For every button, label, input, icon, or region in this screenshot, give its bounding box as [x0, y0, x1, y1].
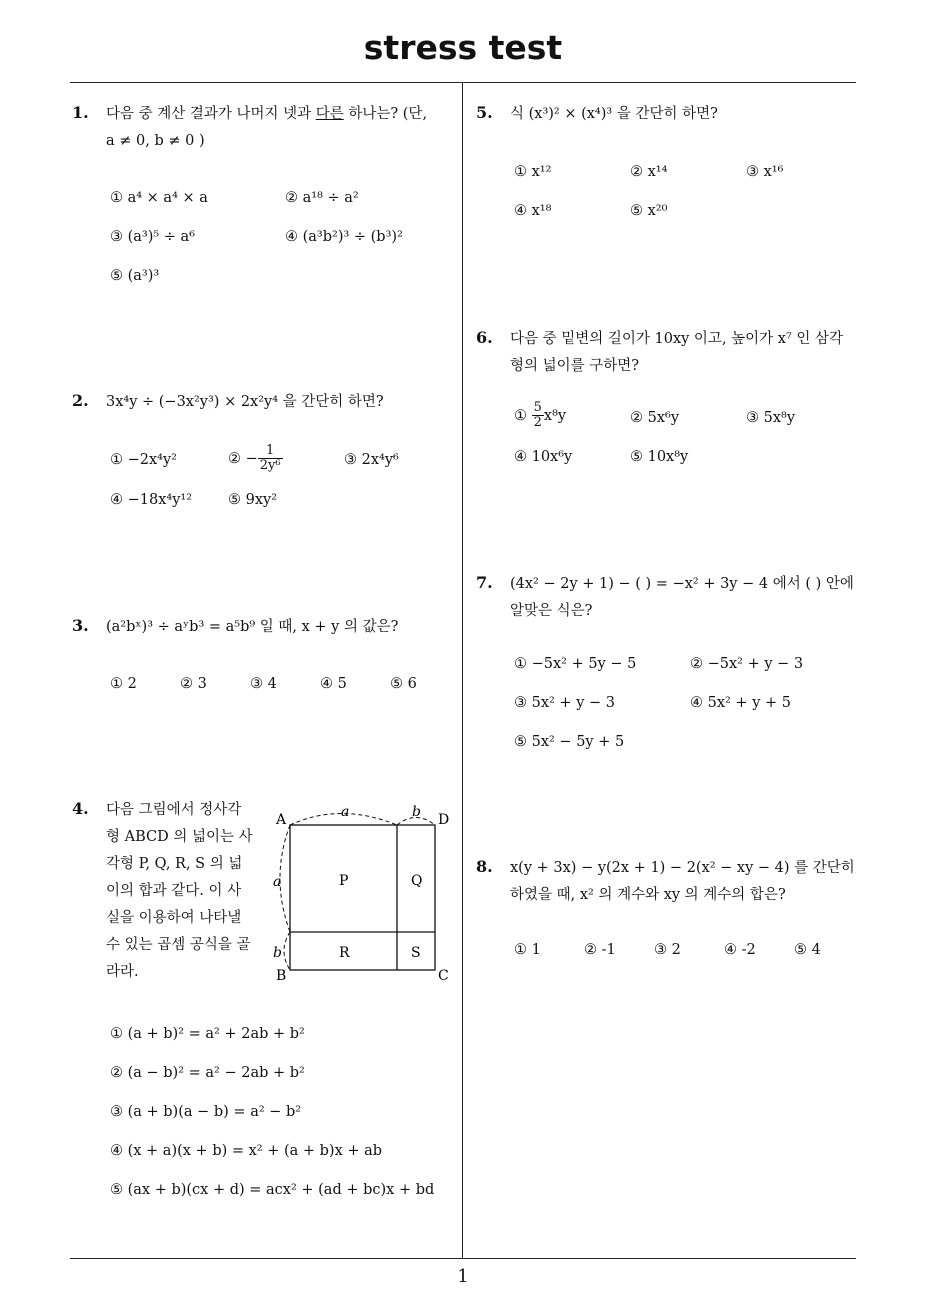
- option-4[interactable]: ④ (a³b²)³ ÷ (b³)²: [285, 229, 403, 245]
- page-title: stress test: [363, 28, 563, 67]
- option-5[interactable]: ⑤ (ax + b)(cx + d) = acx² + (ad + bc)x + bd: [110, 1182, 435, 1198]
- option-4[interactable]: ④ x¹⁸: [514, 203, 552, 219]
- option-5[interactable]: ⑤ 5x² − 5y + 5: [514, 734, 625, 750]
- question-text: 다음 중 밑변의 길이가 10xy 이고, 높이가 x⁷ 인 삼각: [510, 331, 844, 347]
- option-1[interactable]: ① −2x⁴y²: [110, 452, 177, 468]
- option-3[interactable]: ③ 4: [250, 676, 277, 692]
- option-4[interactable]: ④ -2: [724, 942, 756, 958]
- question-number: 1.: [72, 103, 89, 122]
- option-2[interactable]: ② 3: [180, 676, 207, 692]
- question-number: 3.: [72, 616, 89, 635]
- question-number: 6.: [476, 328, 493, 347]
- fraction: $\frac{1}{\text{2y⁶}}$: [259, 443, 281, 474]
- option-3[interactable]: ③ 2: [654, 942, 681, 958]
- question-text-line2: 형의 넓이를 구하면?: [510, 358, 640, 374]
- option-1[interactable]: ① $\frac{5}{2}$ x⁸y: [514, 400, 567, 431]
- option-4[interactable]: ④ (x + a)(x + b) = x² + (a + b)x + ab: [110, 1143, 383, 1159]
- option-2[interactable]: ② x¹⁴: [630, 164, 668, 180]
- brace-a-left: [280, 825, 290, 932]
- option-5[interactable]: ⑤ (a³)³: [110, 268, 160, 284]
- option-1[interactable]: ① −5x² + 5y − 5: [514, 656, 637, 672]
- label-b-left: b: [273, 945, 282, 961]
- question-number: 4.: [72, 799, 89, 818]
- option-5[interactable]: ⑤ 10x⁸y: [630, 449, 689, 465]
- option-5[interactable]: ⑤ 9xy²: [228, 492, 278, 508]
- option-3[interactable]: ③ 5x² + y − 3: [514, 695, 615, 711]
- option-4[interactable]: ④ 5: [320, 676, 347, 692]
- label-a-vertex: A: [276, 812, 287, 828]
- option-4[interactable]: ④ −18x⁴y¹²: [110, 492, 193, 508]
- label-s: S: [411, 945, 421, 961]
- question-text: 식 (x³)² × (x⁴)³ 을 간단히 하면?: [510, 106, 718, 122]
- label-b-vertex: B: [276, 968, 287, 982]
- label-b-top: b: [412, 804, 421, 820]
- option-1[interactable]: ① 2: [110, 676, 137, 692]
- bottom-rule: [70, 1258, 856, 1259]
- question-text-line: 각형 P, Q, R, S 의 넓: [106, 856, 243, 872]
- square-diagram: [270, 802, 455, 982]
- option-3[interactable]: ③ (a³)⁵ ÷ a⁶: [110, 229, 196, 245]
- question-number: 8.: [476, 857, 493, 876]
- option-5[interactable]: ⑤ x²⁰: [630, 203, 668, 219]
- option-2[interactable]: ② −5x² + y − 3: [690, 656, 804, 672]
- option-5[interactable]: ⑤ 6: [390, 676, 417, 692]
- label-a-left: a: [273, 874, 282, 890]
- question-number: 5.: [476, 103, 493, 122]
- option-2[interactable]: ② 5x⁶y: [630, 410, 680, 426]
- fraction: $\frac{5}{2}$: [533, 400, 542, 431]
- option-2[interactable]: ② − $\frac{1}{\text{2y⁶}}$: [228, 443, 281, 474]
- label-d-vertex: D: [438, 812, 450, 828]
- column-divider: [462, 83, 463, 1258]
- label-a-top: a: [341, 804, 350, 820]
- question-text-line2: a ≠ 0, b ≠ 0 ): [106, 133, 205, 149]
- option-1[interactable]: ① x¹²: [514, 164, 552, 180]
- option-3[interactable]: ③ x¹⁶: [746, 164, 784, 180]
- question-text: 3x⁴y ÷ (−3x²y³) × 2x²y⁴ 을 간단히 하면?: [106, 394, 384, 410]
- option-5[interactable]: ⑤ 4: [794, 942, 821, 958]
- option-1[interactable]: ① 1: [514, 942, 541, 958]
- question-text-line: 실을 이용하여 나타낼: [106, 910, 242, 926]
- question-text-line: 다음 그림에서 정사각: [106, 802, 242, 818]
- label-q: Q: [411, 873, 423, 889]
- label-c-vertex: C: [438, 968, 449, 982]
- label-p: P: [339, 873, 349, 889]
- option-1[interactable]: ① a⁴ × a⁴ × a: [110, 190, 208, 206]
- option-4[interactable]: ④ 10x⁶y: [514, 449, 573, 465]
- page-number: 1: [457, 1266, 469, 1287]
- question-text-line2: 하였을 때, x² 의 계수와 xy 의 계수의 합은?: [510, 887, 786, 903]
- option-1[interactable]: ① (a + b)² = a² + 2ab + b²: [110, 1026, 305, 1042]
- question-text-line: 이의 합과 같다. 이 사: [106, 883, 242, 899]
- question-text: x(y + 3x) − y(2x + 1) − 2(x² − xy − 4) 를 간단히: [510, 860, 855, 876]
- option-2[interactable]: ② -1: [584, 942, 616, 958]
- question-text: (a²bˣ)³ ÷ aʸb³ = a⁵b⁹ 일 때, x + y 의 값은?: [106, 619, 399, 635]
- label-r: R: [339, 945, 350, 961]
- option-3[interactable]: ③ (a + b)(a − b) = a² − b²: [110, 1104, 302, 1120]
- option-2[interactable]: ② a¹⁸ ÷ a²: [285, 190, 359, 206]
- option-4[interactable]: ④ 5x² + y + 5: [690, 695, 791, 711]
- question-text-line2: 알맞은 식은?: [510, 603, 593, 619]
- question-text-line: 수 있는 곱셈 공식을 골: [106, 937, 251, 953]
- question-text-line: 형 ABCD 의 넓이는 사: [106, 829, 253, 845]
- question-number: 2.: [72, 391, 89, 410]
- question-number: 7.: [476, 573, 493, 592]
- option-3[interactable]: ③ 2x⁴y⁶: [344, 452, 399, 468]
- question-text: 다음 중 계산 결과가 나머지 넷과 다른 하나는? (단,: [106, 106, 428, 122]
- brace-b-left: [284, 932, 290, 970]
- question-text: (4x² − 2y + 1) − ( ) = −x² + 3y − 4 에서 ( ) 안에: [510, 576, 854, 592]
- question-text-line: 라라.: [106, 964, 139, 980]
- option-2[interactable]: ② (a − b)² = a² − 2ab + b²: [110, 1065, 305, 1081]
- top-rule: [70, 82, 856, 83]
- option-3[interactable]: ③ 5x⁸y: [746, 410, 796, 426]
